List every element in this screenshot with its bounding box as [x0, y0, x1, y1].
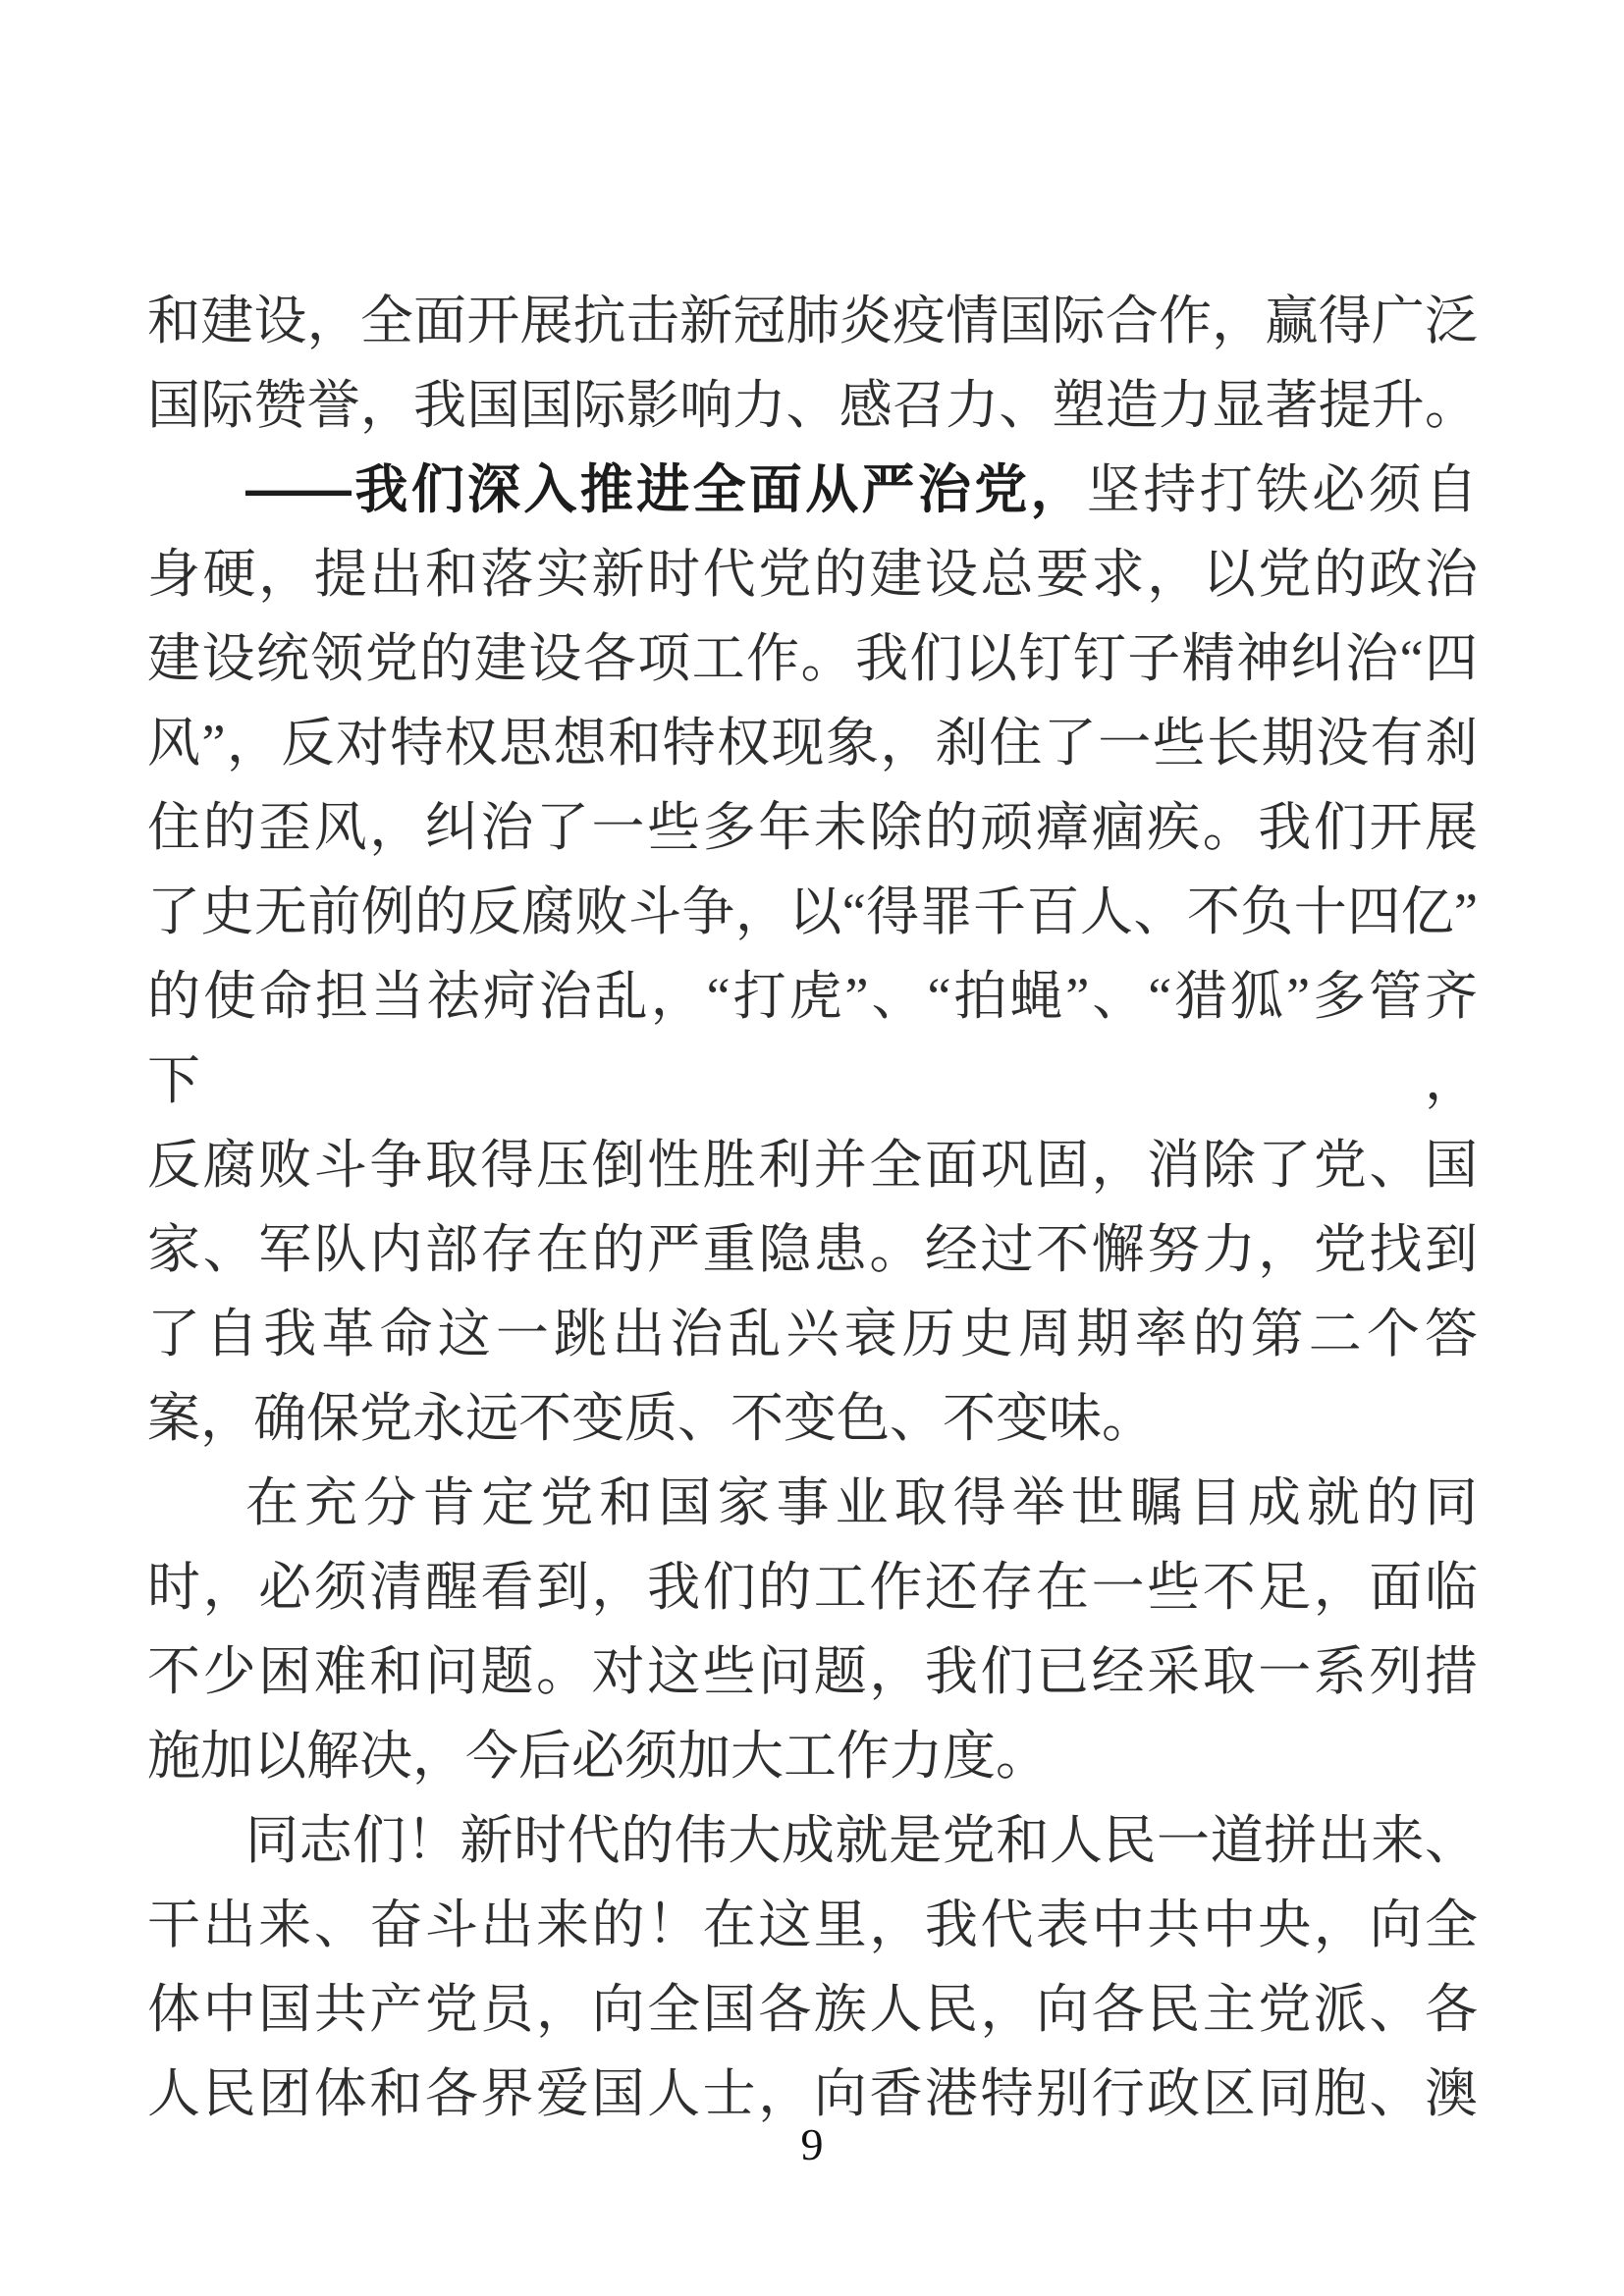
text-line: 国际赞誉，我国国际影响力、感召力、塑造力显著提升。 [147, 376, 1478, 435]
bold-emphasis: ——我们深入推进全面从严治党， [245, 460, 1087, 519]
text-line: 身硬，提出和落实新时代党的建设总要求，以党的政治 [147, 545, 1478, 604]
text-line: 施加以解决，今后必须加大工作力度。 [147, 1727, 1049, 1786]
text-line: 干出来、奋斗出来的！在这里，我代表中共中央，向全 [147, 1896, 1478, 1954]
text-line: 风”，反对特权思想和特权现象，刹住了一些长期没有刹 [147, 714, 1478, 773]
text-line: 不少困难和问题。对这些问题，我们已经采取一系列措 [147, 1642, 1478, 1701]
page-number: 9 [800, 2119, 824, 2169]
text-line: 了自我革命这一跳出治乱兴衰历史周期率的第二个答 [147, 1305, 1478, 1363]
text-line: 住的歪风，纠治了一些多年未除的顽瘴痼疾。我们开展 [147, 798, 1478, 857]
text-line: 的使命担当祛疴治乱，“打虎”、“拍蝇”、“猎狐”多管齐下， [147, 967, 1478, 1110]
text-line: 和建设，全面开展抗击新冠肺炎疫情国际合作，赢得广泛 [147, 292, 1478, 350]
text-line: 了史无前例的反腐败斗争，以“得罪千百人、不负十四亿” [147, 882, 1478, 941]
text-line: 同志们！新时代的伟大成就是党和人民一道拼出来、 [245, 1811, 1478, 1870]
text-line: 体中国共产党员，向全国各族人民，向各民主党派、各 [147, 1980, 1478, 2039]
body-text [147, 279, 1478, 2136]
text-line: 案，确保党永远不变质、不变色、不变味。 [147, 1389, 1155, 1448]
text-line: 在充分肯定党和国家事业取得举世瞩目成就的同 [245, 1473, 1478, 1532]
text-line: 反腐败斗争取得压倒性胜利并全面巩固，消除了党、国 [147, 1136, 1478, 1195]
text-line: 家、军队内部存在的严重隐患。经过不懈努力，党找到 [147, 1220, 1478, 1279]
text-line: 时，必须清醒看到，我们的工作还存在一些不足，面临 [147, 1558, 1478, 1617]
text-line: 人民团体和各界爱国人士，向香港特别行政区同胞、澳 [147, 2064, 1478, 2123]
text-line: ——我们深入推进全面从严治党，坚持打铁必须自 [245, 460, 1479, 519]
text-line: 建设统领党的建设各项工作。我们以钉钉子精神纠治“四 [147, 629, 1478, 688]
